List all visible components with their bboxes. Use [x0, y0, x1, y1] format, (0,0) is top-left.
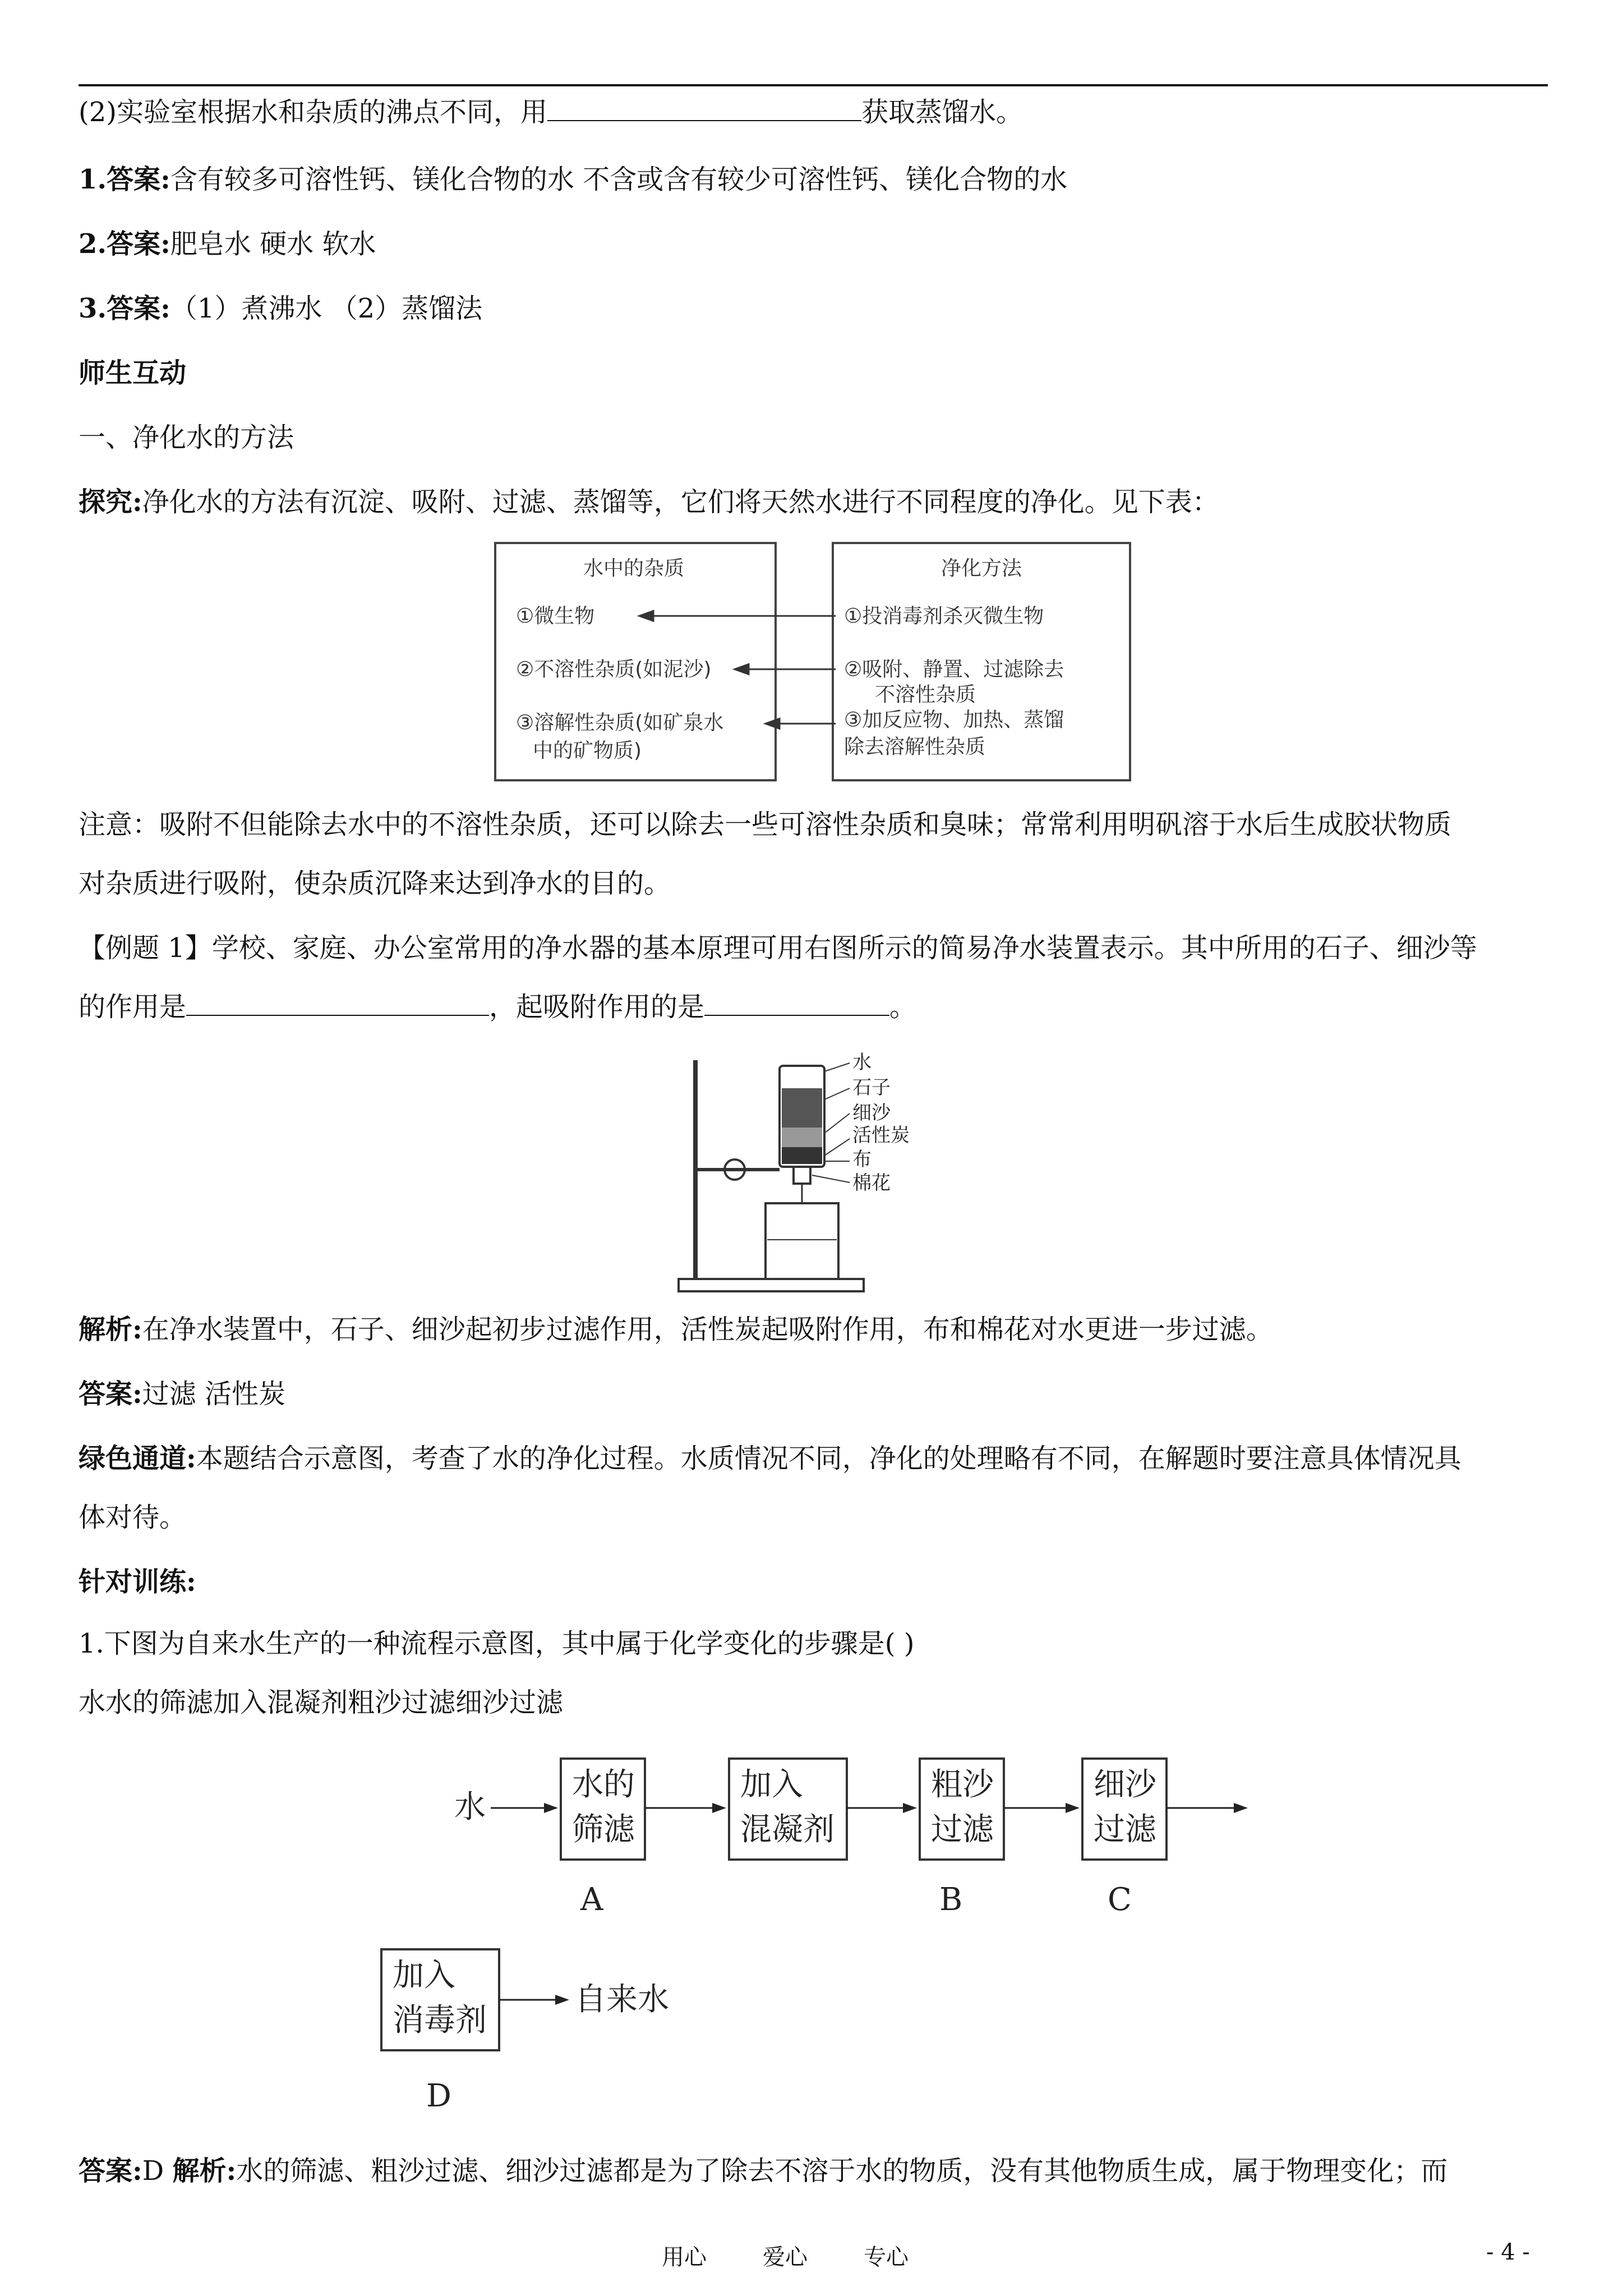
- answer-blank[interactable]: [547, 95, 861, 121]
- stand-base: [679, 1279, 864, 1291]
- step-text: 消毒剂: [393, 2002, 487, 2039]
- example-text: 。: [889, 991, 917, 1023]
- label-sand: 细沙: [852, 1102, 891, 1124]
- question-text: (2)实验室根据水和杂质的沸点不同，用: [79, 96, 547, 128]
- training-heading: 针对训练:: [79, 1566, 196, 1598]
- impurity-item: ①微生物: [516, 605, 595, 628]
- step-text: 筛滤: [572, 1811, 635, 1848]
- method-item: ②吸附、静置、过滤除去: [844, 658, 1064, 681]
- step-text: 加入: [740, 1766, 803, 1803]
- question-1: 1.下图为自来水生产的一种流程示意图，其中属于化学变化的步骤是( ): [79, 1628, 915, 1659]
- water-process-flowchart: [359, 1742, 1267, 2123]
- label-cotton: 棉花: [852, 1172, 891, 1194]
- step-text: 过滤: [931, 1811, 994, 1848]
- answer-2: [79, 227, 376, 261]
- answer-label: 答案:: [79, 1378, 142, 1410]
- example-text: 的作用是: [79, 991, 187, 1023]
- page-number: - 4 -: [1486, 2239, 1530, 2265]
- arrowhead-icon: [712, 1803, 726, 1813]
- arrowhead-icon: [544, 1803, 558, 1813]
- header-rule: [79, 84, 1548, 86]
- label-cloth: 布: [852, 1148, 872, 1171]
- answer-label: 1.答案:: [79, 164, 170, 195]
- analysis-text: 水的筛滤、粗沙过滤、细沙过滤都是为了除去不溶于水的物质，没有其他物质生成，属于物理变化；而: [236, 2155, 1448, 2187]
- step-letter-d: D: [426, 2078, 451, 2114]
- example-1-line-2: [79, 990, 916, 1024]
- step-text: 粗沙: [931, 1766, 994, 1803]
- arrowhead-icon: [735, 664, 749, 674]
- column-outlet: [794, 1167, 810, 1184]
- flow-caption: 水水的筛滤加入混凝剂粗沙过滤细沙过滤: [79, 1687, 564, 1718]
- step-text: 水的: [572, 1766, 635, 1803]
- explore-paragraph: [79, 485, 1219, 519]
- example-1-line-1: 【例题 1】学校、家庭、办公室常用的净水器的基本原理可用右图所示的简易净水装置表示。其中所用的石子、细沙等: [79, 932, 1477, 964]
- final-answer-line: [79, 2154, 1447, 2188]
- explore-label: 探究:: [79, 486, 142, 518]
- answer-text: D: [142, 2155, 173, 2187]
- arrowhead-icon: [766, 719, 780, 729]
- answer-1: [79, 163, 1067, 196]
- green-channel-label: 绿色通道:: [79, 1443, 196, 1474]
- impurity-title: 水中的杂质: [583, 557, 685, 580]
- footer-motto-2: 爱心: [763, 2244, 808, 2270]
- analysis-label: 解析:: [172, 2155, 237, 2187]
- answer-label: 答案:: [79, 2155, 142, 2187]
- step-text: 加入: [393, 1957, 455, 1994]
- answer-blank[interactable]: [186, 990, 489, 1016]
- step-text: 细沙: [1094, 1766, 1156, 1803]
- flow-start-water: 水: [454, 1789, 486, 1825]
- impurity-item: ③溶解性杂质(如矿泉水: [516, 711, 724, 734]
- label-water: 水: [852, 1051, 872, 1074]
- step-letter-a: A: [580, 1881, 603, 1918]
- answer-label: 3.答案:: [79, 293, 170, 324]
- arrowhead-icon: [903, 1803, 917, 1813]
- step-text: 混凝剂: [740, 1811, 834, 1848]
- footer-motto-1: 用心: [662, 2244, 707, 2270]
- beaker: [766, 1203, 838, 1279]
- method-item: 除去溶解性杂质: [844, 735, 986, 758]
- answer-3: [79, 292, 482, 325]
- answer-text: 过滤 活性炭: [142, 1378, 285, 1410]
- method-item: ③加反应物、加热、蒸馏: [844, 708, 1064, 731]
- green-channel-line-2: 体对待。: [79, 1502, 187, 1533]
- note-line-1: 注意：吸附不但能除去水中的不溶性杂质，还可以除去一些可溶性杂质和臭味；常常利用明矾溶于水后生成胶状物质: [79, 809, 1452, 840]
- question-2-line: [79, 95, 1023, 129]
- answer-text: 肥皂水 硬水 软水: [170, 228, 376, 260]
- answer-text: （1）煮沸水 （2）蒸馏法: [170, 293, 483, 324]
- carbon-layer: [782, 1147, 822, 1164]
- method-item: ①投消毒剂杀灭微生物: [844, 605, 1044, 628]
- section-heading: 师生互动: [79, 357, 187, 389]
- green-channel-line-1: [79, 1442, 1461, 1475]
- explore-text: 净化水的方法有沉淀、吸附、过滤、蒸馏等，它们将天然水进行不同程度的净化。见下表：: [142, 486, 1219, 518]
- answer-label: 2.答案:: [79, 228, 170, 260]
- label-stones: 石子: [852, 1076, 891, 1099]
- green-channel-text: 本题结合示意图，考查了水的净化过程。水质情况不同，净化的处理略有不同，在解题时要注意具体情况具: [196, 1443, 1461, 1474]
- step-text: 过滤: [1094, 1811, 1156, 1848]
- note-line-2: 对杂质进行吸附，使杂质沉降来达到净水的目的。: [79, 868, 671, 899]
- step-letter-c: C: [1108, 1881, 1132, 1918]
- impurity-item: 中的矿物质): [533, 739, 642, 762]
- answer-paragraph: [79, 1377, 285, 1411]
- impurity-item: ②不溶性杂质(如泥沙): [516, 658, 712, 681]
- filter-apparatus-figure: [667, 1049, 937, 1296]
- analysis-text: 在净水装置中，石子、细沙起初步过滤作用，活性炭起吸附作用，布和棉花对水更进一步过滤。: [142, 1314, 1273, 1345]
- arrowhead-icon: [639, 611, 653, 621]
- arrowhead-icon: [1066, 1803, 1080, 1813]
- flow-end-tap-water: 自来水: [575, 1981, 669, 2018]
- example-text: ，起吸附作用的是: [489, 991, 705, 1023]
- sand-layer: [782, 1128, 822, 1147]
- analysis-label: 解析:: [79, 1314, 142, 1345]
- answer-blank[interactable]: [704, 990, 889, 1016]
- method-item: 不溶性杂质: [875, 683, 976, 706]
- purification-table-figure: [494, 541, 1133, 783]
- stones-layer: [782, 1088, 822, 1128]
- footer-motto-3: 专心: [864, 2244, 909, 2270]
- subsection-heading: 一、净化水的方法: [79, 422, 294, 453]
- question-text-end: 获取蒸馏水。: [861, 96, 1023, 128]
- arrowhead-icon: [1234, 1803, 1248, 1813]
- step-letter-b: B: [939, 1881, 963, 1918]
- arrowhead-icon: [555, 1995, 569, 2005]
- label-carbon: 活性炭: [852, 1124, 910, 1147]
- analysis-paragraph: [79, 1313, 1273, 1346]
- method-title: 净化方法: [940, 557, 1022, 580]
- answer-text: 含有较多可溶性钙、镁化合物的水 不含或含有较少可溶性钙、镁化合物的水: [170, 164, 1068, 195]
